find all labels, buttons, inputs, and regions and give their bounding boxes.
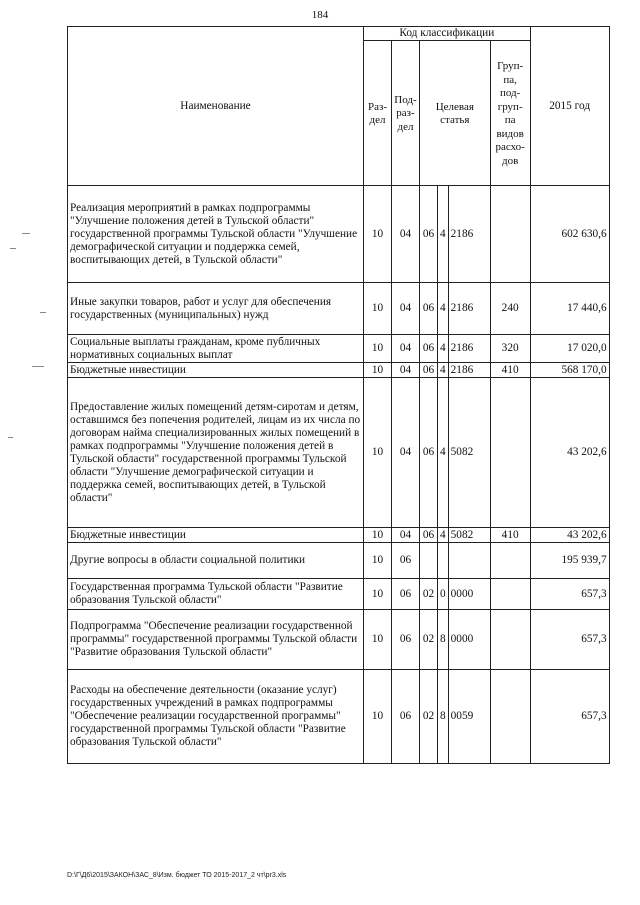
row-subsection: 06 <box>392 579 420 610</box>
row-subsection: 04 <box>392 186 420 283</box>
row-amount: 17 440,6 <box>530 283 609 335</box>
row-target-program: 06 <box>420 283 438 335</box>
row-target-subprogram: 4 <box>438 378 449 528</box>
margin-mark <box>8 437 13 438</box>
row-subsection: 04 <box>392 363 420 378</box>
row-name: Бюджетные инвестиции <box>68 528 364 543</box>
row-target-subprogram: 8 <box>438 670 449 764</box>
row-amount: 657,3 <box>530 670 609 764</box>
row-subsection: 04 <box>392 335 420 363</box>
row-name: Иные закупки товаров, работ и услуг для обеспечения государственных (муниципальных) нужд <box>68 283 364 335</box>
row-target-program: 06 <box>420 528 438 543</box>
margin-mark <box>10 248 16 249</box>
row-section: 10 <box>364 283 392 335</box>
row-expense-group: 410 <box>490 528 530 543</box>
row-expense-group <box>490 579 530 610</box>
row-name: Реализация мероприятий в рамках подпрограммы "Улучшение положения детей в Тульской области" государственной программы Тульской области "Улучшение демографической ситуации и поддержка семей, воспитывающих детей, в Тульской области" <box>68 186 364 283</box>
row-name: Социальные выплаты гражданам, кроме публичных нормативных социальных выплат <box>68 335 364 363</box>
table-row <box>68 528 610 543</box>
table-row <box>68 543 610 579</box>
row-target-program: 02 <box>420 670 438 764</box>
row-section: 10 <box>364 670 392 764</box>
header-code-group: Код классификации <box>364 27 531 41</box>
row-subsection: 04 <box>392 378 420 528</box>
row-expense-group <box>490 378 530 528</box>
row-name: Государственная программа Тульской области "Развитие образования Тульской области" <box>68 579 364 610</box>
header-year: 2015 год <box>530 27 609 186</box>
row-amount: 17 020,0 <box>530 335 609 363</box>
row-section: 10 <box>364 335 392 363</box>
row-target-program: 02 <box>420 610 438 670</box>
row-amount: 602 630,6 <box>530 186 609 283</box>
row-subsection: 04 <box>392 528 420 543</box>
row-target-program: 06 <box>420 363 438 378</box>
row-subsection: 06 <box>392 670 420 764</box>
row-expense-group <box>490 186 530 283</box>
header-expense-group: Груп- па, под- груп- па видов расхо- дов <box>490 41 530 186</box>
row-target-subprogram <box>438 543 449 579</box>
row-amount: 43 202,6 <box>530 378 609 528</box>
row-section: 10 <box>364 610 392 670</box>
row-expense-group <box>490 543 530 579</box>
row-target-subprogram: 0 <box>438 579 449 610</box>
row-section: 10 <box>364 579 392 610</box>
row-target-direction: 2186 <box>448 186 490 283</box>
row-target-direction: 2186 <box>448 363 490 378</box>
row-expense-group: 240 <box>490 283 530 335</box>
row-target-direction: 2186 <box>448 283 490 335</box>
row-amount: 568 170,0 <box>530 363 609 378</box>
row-section: 10 <box>364 186 392 283</box>
page-number: 184 <box>311 9 329 21</box>
row-subsection: 04 <box>392 283 420 335</box>
row-target-subprogram: 4 <box>438 363 449 378</box>
row-expense-group <box>490 610 530 670</box>
row-target-subprogram: 4 <box>438 335 449 363</box>
row-amount: 195 939,7 <box>530 543 609 579</box>
row-target-direction <box>448 543 490 579</box>
margin-mark <box>32 366 44 367</box>
margin-mark <box>22 233 30 234</box>
header-subsection: Под- раз- дел <box>392 41 420 186</box>
margin-mark <box>40 312 46 313</box>
row-amount: 43 202,6 <box>530 528 609 543</box>
table-row <box>68 610 610 670</box>
row-section: 10 <box>364 378 392 528</box>
row-target-program: 06 <box>420 186 438 283</box>
table-row <box>68 335 610 363</box>
row-target-direction: 0000 <box>448 579 490 610</box>
row-name: Другие вопросы в области социальной политики <box>68 543 364 579</box>
table-row <box>68 378 610 528</box>
header-target: Целевая статья <box>420 41 491 186</box>
row-target-program: 06 <box>420 378 438 528</box>
table-row <box>68 186 610 283</box>
table-row <box>68 579 610 610</box>
row-amount: 657,3 <box>530 579 609 610</box>
row-target-subprogram: 8 <box>438 610 449 670</box>
row-target-direction: 5082 <box>448 378 490 528</box>
row-target-subprogram: 4 <box>438 528 449 543</box>
row-target-direction: 0000 <box>448 610 490 670</box>
row-subsection: 06 <box>392 610 420 670</box>
row-target-direction: 2186 <box>448 335 490 363</box>
row-name: Подпрограмма "Обеспечение реализации государственной программы" государственной программы Тульской области "Развитие образования Тульской области" <box>68 610 364 670</box>
row-section: 10 <box>364 528 392 543</box>
header-section: Раз- дел <box>364 41 392 186</box>
row-expense-group: 410 <box>490 363 530 378</box>
header-name: Наименование <box>68 27 364 186</box>
row-name: Расходы на обеспечение деятельности (оказание услуг) государственных учреждений в рамках подпрограммы "Обеспечение реализации государственной программы" государственной программы Тульской области "Развитие образования Тульской области" <box>68 670 364 764</box>
row-target-direction: 0059 <box>448 670 490 764</box>
file-path-footer: D:\Г\Д6\2015\ЗАКОН\ЗАС_8\Изм. бюджет ТО 2015-2017_2 чт\pr3.xls <box>67 872 287 879</box>
row-expense-group <box>490 670 530 764</box>
row-target-program <box>420 543 438 579</box>
row-amount: 657,3 <box>530 610 609 670</box>
budget-table <box>67 26 610 764</box>
row-section: 10 <box>364 543 392 579</box>
row-expense-group: 320 <box>490 335 530 363</box>
row-target-subprogram: 4 <box>438 186 449 283</box>
row-target-program: 06 <box>420 335 438 363</box>
table-row <box>68 363 610 378</box>
table-row <box>68 283 610 335</box>
row-name: Предоставление жилых помещений детям-сиротам и детям, оставшимся без попечения родителей, лицам из их числа по договорам найма специализированных жилых помещений в рамках подпрограммы "Улучшение положения детей в Тульской области" государственной программы Тульской области "Улучшение демографической ситуации и поддержка семей, воспитывающих детей, в Тульской области" <box>68 378 364 528</box>
row-target-program: 02 <box>420 579 438 610</box>
row-target-subprogram: 4 <box>438 283 449 335</box>
row-subsection: 06 <box>392 543 420 579</box>
row-target-direction: 5082 <box>448 528 490 543</box>
table-row <box>68 670 610 764</box>
row-section: 10 <box>364 363 392 378</box>
row-name: Бюджетные инвестиции <box>68 363 364 378</box>
